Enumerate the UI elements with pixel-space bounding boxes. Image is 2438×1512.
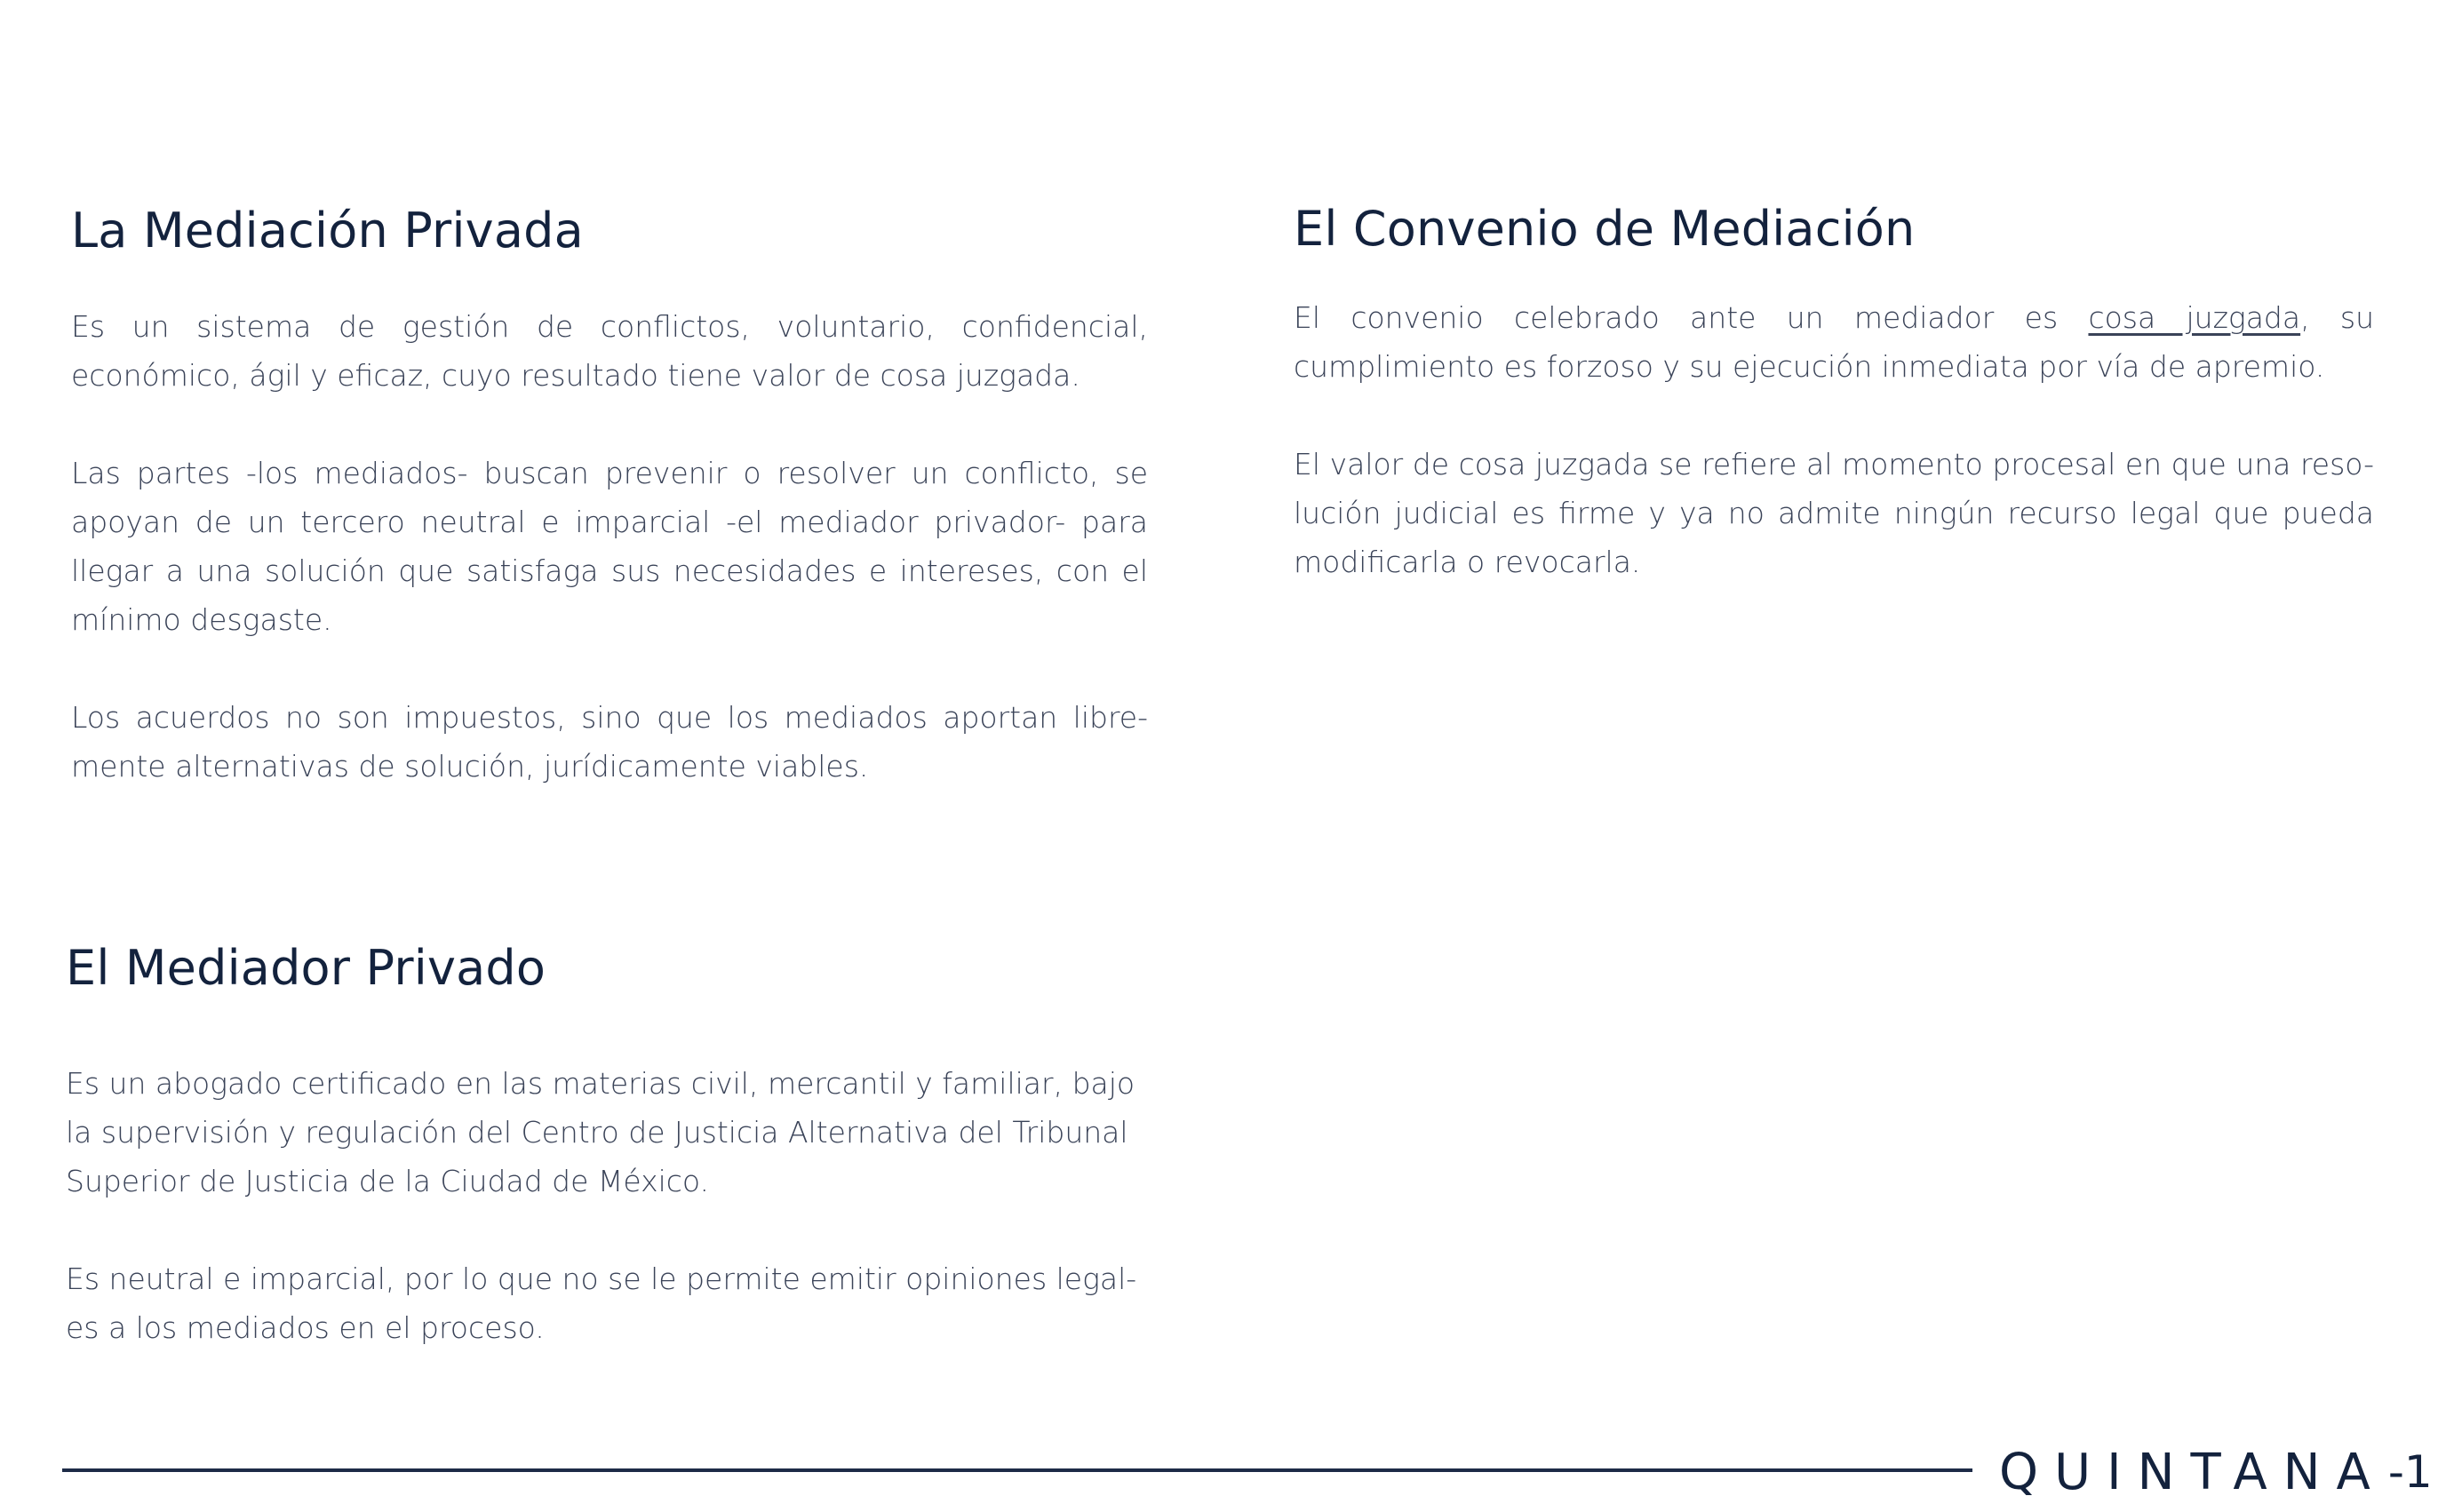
page-number: -1	[2387, 1446, 2433, 1498]
cosa-juzgada-link[interactable]: cosa juzgada	[2088, 300, 2301, 335]
paragraph	[1294, 293, 2374, 391]
paragraph-text: El convenio celebrado ante un mediador es	[1294, 300, 2089, 335]
brand-logo	[1999, 1441, 2433, 1503]
section-mediacion-privada	[71, 203, 1148, 791]
paragraph: Los acuerdos no son impuestos, sino que los mediados aportan libre-mente alternativas de solución, jurídicamente viables.	[71, 700, 1148, 784]
paragraph: El valor de cosa juzgada se refiere al momento procesal en que una reso-lución judicial es firme y ya no admite ningún recurso legal que pueda modificarla o revocarla.	[1294, 447, 2374, 579]
section-mediador-privado	[66, 940, 1148, 1352]
paragraph: Es un sistema de gestión de conflictos, voluntario, confidencial, económico, ágil y eficaz, cuyo resultado tiene valor de cosa juzgada.	[71, 309, 1148, 393]
paragraph: Es neutral e imparcial, por lo que no se le permite emitir opiniones legal-es a los mediados en el proceso.	[66, 1261, 1137, 1345]
paragraph: Es un abogado certificado en las materias civil, mercantil y familiar, bajo la supervisión y regulación del Centro de Justicia Alternativa del Tribunal Superior de Justicia de la Ciudad de México.	[66, 1066, 1135, 1198]
paragraph: Las partes -los mediados- buscan prevenir o resolver un conflicto, se apoyan de un tercero neutral e imparcial -el mediador privador- para llegar a una solución que satisfaga sus necesidades e intereses, con el mínimo desgaste.	[71, 456, 1148, 637]
footer-divider	[62, 1468, 1972, 1472]
heading-mediador-privado: El Mediador Privado	[66, 940, 546, 996]
brand-name: QUINTANA	[1999, 1443, 2386, 1501]
paragraph-text: , su cumplimiento es forzoso y su ejecución inmediata por vía de apremio.	[1294, 300, 2375, 384]
heading-convenio-mediacion: El Convenio de Mediación	[1294, 201, 1916, 257]
section-convenio-mediacion	[1294, 201, 2374, 586]
heading-mediacion-privada: La Mediación Privada	[71, 203, 584, 259]
